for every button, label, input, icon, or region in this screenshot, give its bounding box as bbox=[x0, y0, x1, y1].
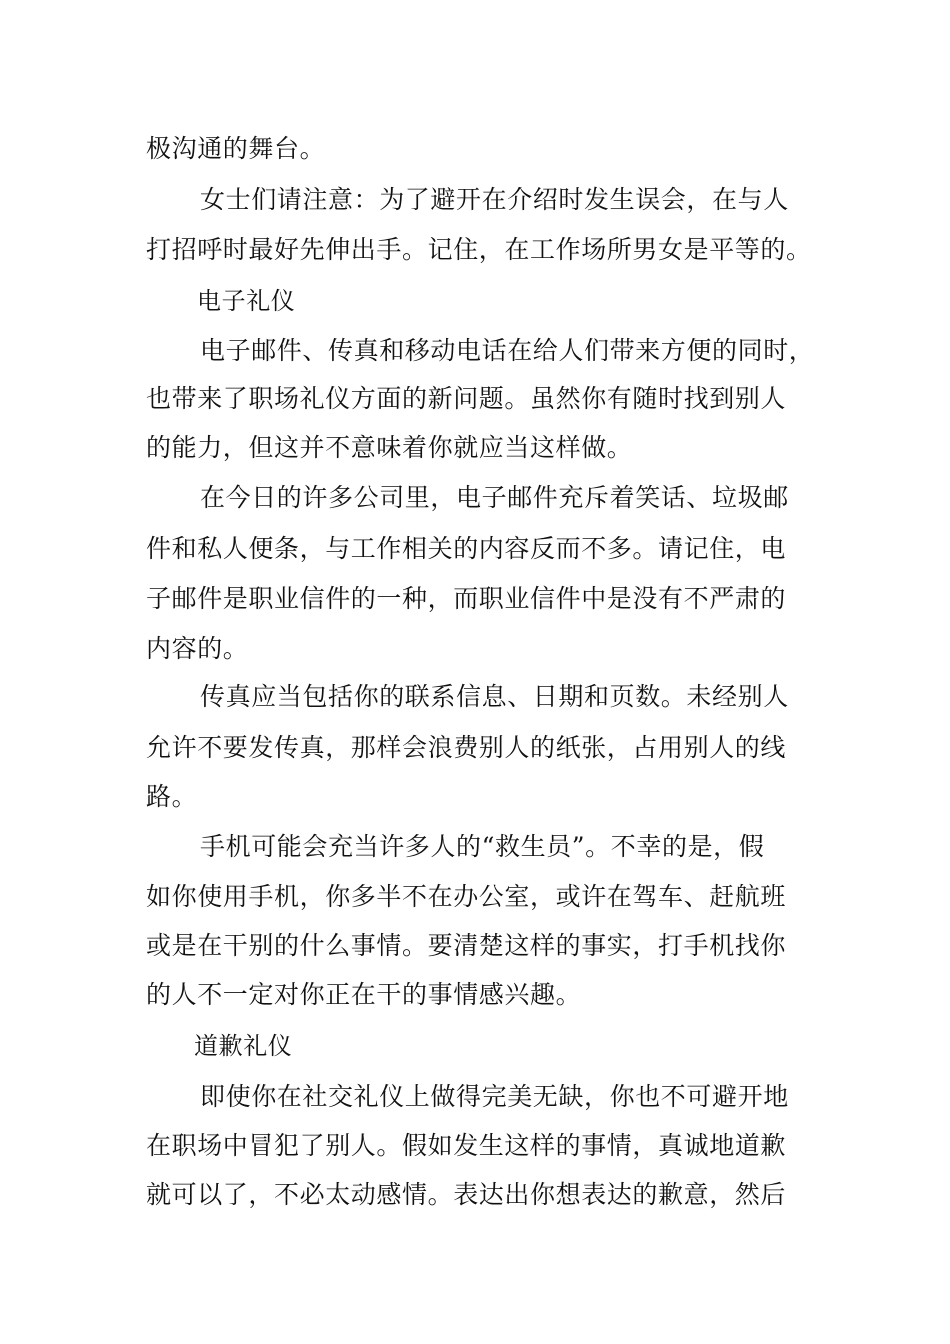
paragraph-line: 内容的。 bbox=[146, 634, 249, 663]
paragraph-line: 女士们请注意：为了避开在介绍时发生误会，在与人 bbox=[200, 185, 789, 214]
paragraph-line: 就可以了，不必太动感情。表达出你想表达的歉意，然后 bbox=[146, 1180, 787, 1209]
paragraph-line: 极沟通的舞台。 bbox=[146, 134, 326, 163]
paragraph-line: 传真应当包括你的联系信息、日期和页数。未经别人 bbox=[200, 682, 789, 711]
paragraph-line: 打招呼时最好先伸出手。记住，在工作场所男女是平等的。 bbox=[146, 235, 812, 264]
paragraph-line: 在职场中冒犯了别人。假如发生这样的事情，真诚地道歉 bbox=[146, 1131, 787, 1160]
paragraph-line: 也带来了职场礼仪方面的新问题。虽然你有随时找到别人 bbox=[146, 384, 787, 413]
paragraph-line: 即使你在社交礼仪上做得完美无缺，你也不可避开地 bbox=[200, 1082, 789, 1111]
paragraph-line: 电子邮件、传真和移动电话在给人们带来方便的同时， bbox=[200, 336, 815, 365]
paragraph-line: 手机可能会充当许多人的“救生员”。不幸的是，假 bbox=[200, 832, 765, 861]
paragraph-line: 件和私人便条，与工作相关的内容反而不多。请记住，电 bbox=[146, 534, 787, 563]
paragraph-line: 允许不要发传真，那样会浪费别人的纸张，占用别人的线 bbox=[146, 733, 787, 762]
paragraph-line: 在今日的许多公司里，电子邮件充斥着笑话、垃圾邮 bbox=[200, 483, 789, 512]
paragraph-line: 的人不一定对你正在干的事情感兴趣。 bbox=[146, 980, 582, 1009]
paragraph-line: 或是在干别的什么事情。要清楚这样的事实，打手机找你 bbox=[146, 931, 787, 960]
paragraph-line: 子邮件是职业信件的一种，而职业信件中是没有不严肃的 bbox=[146, 584, 787, 613]
paragraph-line: 路。 bbox=[146, 782, 198, 811]
paragraph-line: 如你使用手机，你多半不在办公室，或许在驾车、赶航班 bbox=[146, 882, 787, 911]
section-heading: 电子礼仪 bbox=[197, 287, 296, 315]
paragraph-line: 的能力，但这并不意味着你就应当这样做。 bbox=[146, 433, 633, 462]
section-heading: 道歉礼仪 bbox=[194, 1032, 293, 1060]
